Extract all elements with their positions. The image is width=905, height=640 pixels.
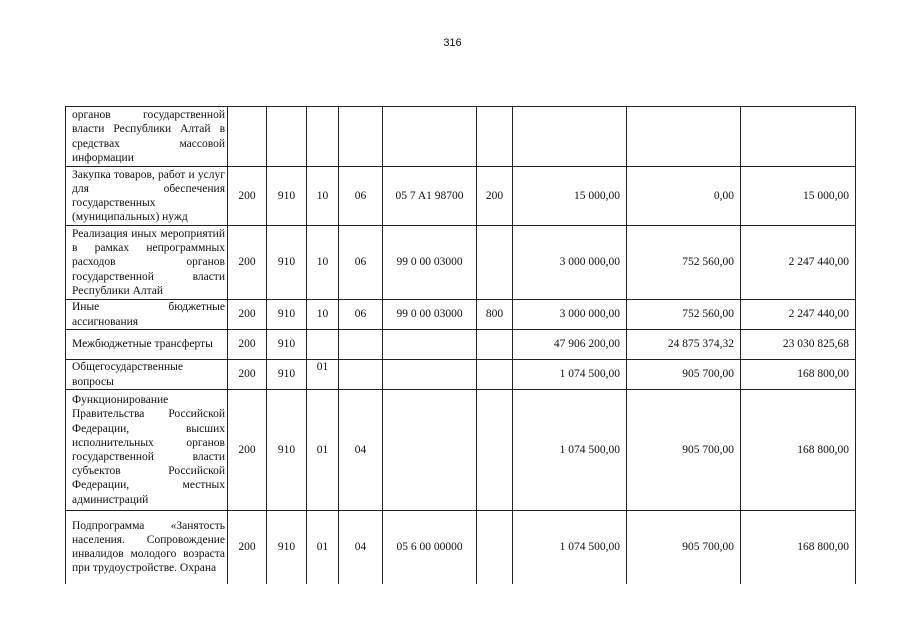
code-admin: 910 bbox=[267, 226, 307, 300]
row-name: Функционирование Правительства Российской Федерации, высших исполнительных органов государственной власти субъектов Российской Федерации, местных администраций bbox=[66, 390, 228, 511]
code-subsection bbox=[339, 107, 383, 167]
code-target bbox=[383, 390, 477, 511]
amount-executed: 905 700,00 bbox=[627, 390, 741, 511]
code-admin: 910 bbox=[267, 360, 307, 390]
amount-plan: 3 000 000,00 bbox=[513, 300, 627, 330]
code-subsection bbox=[339, 330, 383, 360]
code-admin: 910 bbox=[267, 390, 307, 511]
code-section: 01 bbox=[307, 390, 339, 511]
amount-executed: 24 875 374,32 bbox=[627, 330, 741, 360]
amount-plan: 1 074 500,00 bbox=[513, 360, 627, 390]
table-row bbox=[66, 390, 856, 511]
code-ministry: 200 bbox=[228, 300, 267, 330]
amount-remaining: 15 000,00 bbox=[741, 167, 856, 226]
code-section: 10 bbox=[307, 167, 339, 226]
amount-remaining: 168 800,00 bbox=[741, 511, 856, 584]
amount-remaining: 2 247 440,00 bbox=[741, 300, 856, 330]
amount-plan: 1 074 500,00 bbox=[513, 511, 627, 584]
table-row bbox=[66, 107, 856, 167]
code-expense-type bbox=[477, 360, 513, 390]
code-subsection: 04 bbox=[339, 390, 383, 511]
amount-plan: 3 000 000,00 bbox=[513, 226, 627, 300]
code-ministry: 200 bbox=[228, 226, 267, 300]
row-name: Закупка товаров, работ и услуг для обеспечения государственных (муниципальных) нужд bbox=[66, 167, 228, 226]
code-target: 05 7 A1 98700 bbox=[383, 167, 477, 226]
amount-executed: 752 560,00 bbox=[627, 300, 741, 330]
page-number: 316 bbox=[443, 37, 462, 49]
row-name: Подпрограмма «Занятость населения. Сопровождение инвалидов молодого возраста при трудоустройстве. Охрана bbox=[66, 511, 228, 584]
amount-plan: 15 000,00 bbox=[513, 167, 627, 226]
code-subsection: 04 bbox=[339, 511, 383, 584]
code-admin bbox=[267, 107, 307, 167]
code-ministry: 200 bbox=[228, 330, 267, 360]
code-section bbox=[307, 330, 339, 360]
row-name: органов государственной власти Республики Алтай в средствах массовой информации bbox=[66, 107, 228, 167]
code-ministry bbox=[228, 107, 267, 167]
code-target: 05 6 00 00000 bbox=[383, 511, 477, 584]
amount-plan bbox=[513, 107, 627, 167]
code-admin: 910 bbox=[267, 300, 307, 330]
row-name: Иные бюджетные ассигнования bbox=[66, 300, 228, 330]
code-expense-type bbox=[477, 511, 513, 584]
amount-remaining: 168 800,00 bbox=[741, 360, 856, 390]
amount-remaining: 168 800,00 bbox=[741, 390, 856, 511]
amount-remaining: 23 030 825,68 bbox=[741, 330, 856, 360]
code-subsection: 06 bbox=[339, 167, 383, 226]
code-expense-type: 800 bbox=[477, 300, 513, 330]
code-ministry: 200 bbox=[228, 511, 267, 584]
code-ministry: 200 bbox=[228, 167, 267, 226]
table-row bbox=[66, 511, 856, 584]
row-name: Реализация иных мероприятий в рамках непрограммных расходов органов государственной власти Республики Алтай bbox=[66, 226, 228, 300]
amount-executed: 905 700,00 bbox=[627, 511, 741, 584]
amount-executed bbox=[627, 107, 741, 167]
code-target bbox=[383, 360, 477, 390]
amount-executed: 752 560,00 bbox=[627, 226, 741, 300]
code-target bbox=[383, 330, 477, 360]
code-section: 10 bbox=[307, 226, 339, 300]
code-ministry: 200 bbox=[228, 360, 267, 390]
code-section bbox=[307, 107, 339, 167]
code-admin: 910 bbox=[267, 167, 307, 226]
table-row bbox=[66, 226, 856, 300]
budget-table bbox=[65, 106, 856, 584]
code-expense-type bbox=[477, 330, 513, 360]
table-row bbox=[66, 300, 856, 330]
amount-executed: 0,00 bbox=[627, 167, 741, 226]
code-expense-type bbox=[477, 390, 513, 511]
code-subsection: 06 bbox=[339, 300, 383, 330]
code-target bbox=[383, 107, 477, 167]
code-subsection bbox=[339, 360, 383, 390]
code-admin: 910 bbox=[267, 511, 307, 584]
table-row bbox=[66, 330, 856, 360]
table-row bbox=[66, 167, 856, 226]
code-expense-type: 200 bbox=[477, 167, 513, 226]
amount-plan: 47 906 200,00 bbox=[513, 330, 627, 360]
code-target: 99 0 00 03000 bbox=[383, 300, 477, 330]
table-row bbox=[66, 360, 856, 390]
amount-remaining: 2 247 440,00 bbox=[741, 226, 856, 300]
amount-executed: 905 700,00 bbox=[627, 360, 741, 390]
row-name: Общегосударственные вопросы bbox=[66, 360, 228, 390]
amount-remaining bbox=[741, 107, 856, 167]
code-expense-type bbox=[477, 107, 513, 167]
code-subsection: 06 bbox=[339, 226, 383, 300]
row-name: Межбюджетные трансферты bbox=[66, 330, 228, 360]
amount-plan: 1 074 500,00 bbox=[513, 390, 627, 511]
code-target: 99 0 00 03000 bbox=[383, 226, 477, 300]
code-admin: 910 bbox=[267, 330, 307, 360]
code-ministry: 200 bbox=[228, 390, 267, 511]
code-expense-type bbox=[477, 226, 513, 300]
code-section: 01 bbox=[307, 511, 339, 584]
code-section: 10 bbox=[307, 300, 339, 330]
code-section: 01 bbox=[307, 360, 339, 390]
